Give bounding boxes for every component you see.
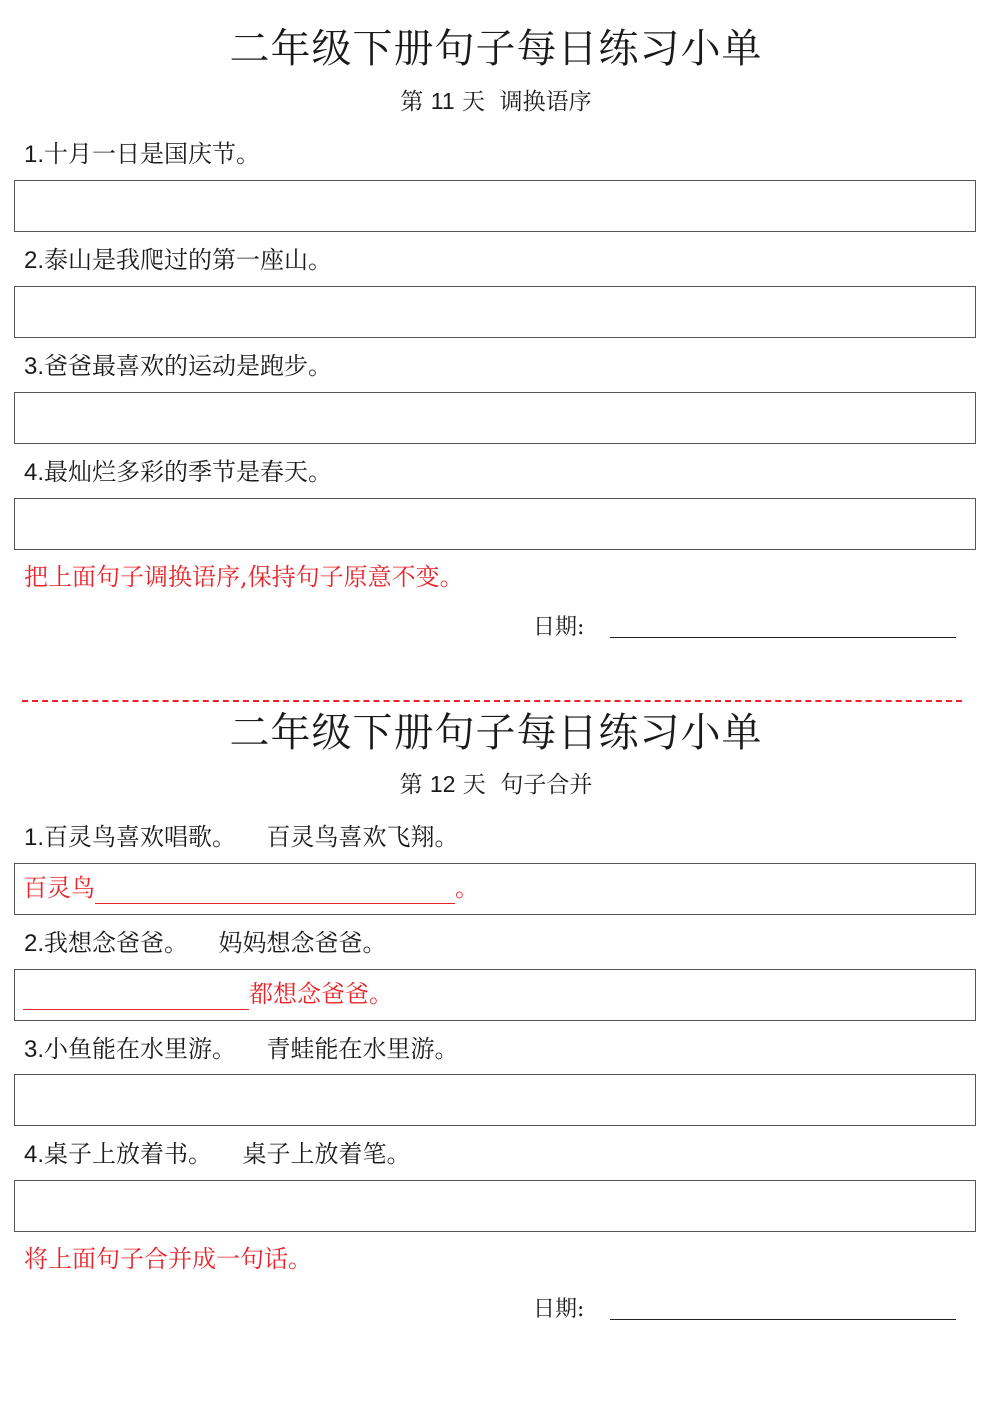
question-number: 3. [24, 353, 45, 380]
question-2 [24, 927, 387, 960]
instruction: 将上面句子合并成一句话。 [24, 1245, 312, 1273]
day-suffix: 天 [461, 89, 485, 115]
question-2 [24, 244, 332, 277]
answer-blank[interactable] [23, 981, 249, 1010]
date-field[interactable] [610, 1319, 956, 1320]
question-4 [24, 1138, 411, 1171]
answer-box-4[interactable] [14, 1180, 976, 1232]
sheet-2-title: 二年级下册句子每日练习小单 [229, 710, 763, 756]
sheet-1-title: 二年级下册句子每日练习小单 [229, 26, 763, 72]
sheet-1-subtitle [0, 86, 992, 117]
answer-template [23, 978, 393, 1010]
question-number: 4. [24, 1141, 45, 1168]
question-4 [24, 456, 332, 489]
sheet-2-subtitle [0, 769, 992, 800]
day-prefix: 第 [399, 772, 423, 798]
answer-box-2[interactable] [14, 969, 976, 1021]
question-text: 小鱼能在水里游。 青蛙能在水里游。 [44, 1035, 459, 1063]
question-1 [24, 138, 260, 171]
question-3 [24, 1033, 459, 1066]
day-prefix: 第 [400, 89, 424, 115]
question-text: 泰山是我爬过的第一座山。 [44, 246, 333, 274]
question-number: 1. [24, 141, 45, 168]
date-label: 日期: [533, 1297, 585, 1322]
day-suffix: 天 [462, 772, 486, 798]
answer-suffix: 。 [455, 874, 479, 902]
date-field[interactable] [610, 637, 956, 638]
question-number: 2. [24, 247, 45, 274]
answer-box-1[interactable] [14, 180, 976, 232]
day-number: 12 [429, 771, 456, 797]
day-number: 11 [430, 88, 455, 114]
cut-line-divider [22, 700, 962, 702]
instruction: 把上面句子调换语序,保持句子原意不变。 [24, 563, 464, 591]
question-number: 1. [24, 824, 45, 851]
answer-box-3[interactable] [14, 392, 976, 444]
question-text: 我想念爸爸。 妈妈想念爸爸。 [44, 929, 387, 957]
question-3 [24, 350, 332, 383]
date-label: 日期: [533, 615, 585, 640]
topic: 调换语序 [499, 89, 592, 115]
answer-blank[interactable] [95, 875, 455, 904]
answer-box-3[interactable] [14, 1074, 976, 1126]
answer-box-1[interactable] [14, 863, 976, 915]
question-text: 爸爸最喜欢的运动是跑步。 [44, 352, 333, 380]
question-number: 3. [24, 1036, 45, 1063]
question-number: 2. [24, 930, 45, 957]
answer-box-2[interactable] [14, 286, 976, 338]
answer-suffix: 都想念爸爸。 [249, 980, 393, 1008]
question-text: 最灿烂多彩的季节是春天。 [44, 458, 333, 486]
question-number: 4. [24, 459, 45, 486]
question-1 [24, 821, 459, 854]
answer-template [23, 872, 479, 904]
topic: 句子合并 [500, 772, 593, 798]
question-text: 十月一日是国庆节。 [44, 140, 261, 168]
answer-box-4[interactable] [14, 498, 976, 550]
answer-prefix: 百灵鸟 [23, 874, 95, 902]
question-text: 桌子上放着书。 桌子上放着笔。 [44, 1140, 411, 1168]
question-text: 百灵鸟喜欢唱歌。 百灵鸟喜欢飞翔。 [44, 823, 459, 851]
